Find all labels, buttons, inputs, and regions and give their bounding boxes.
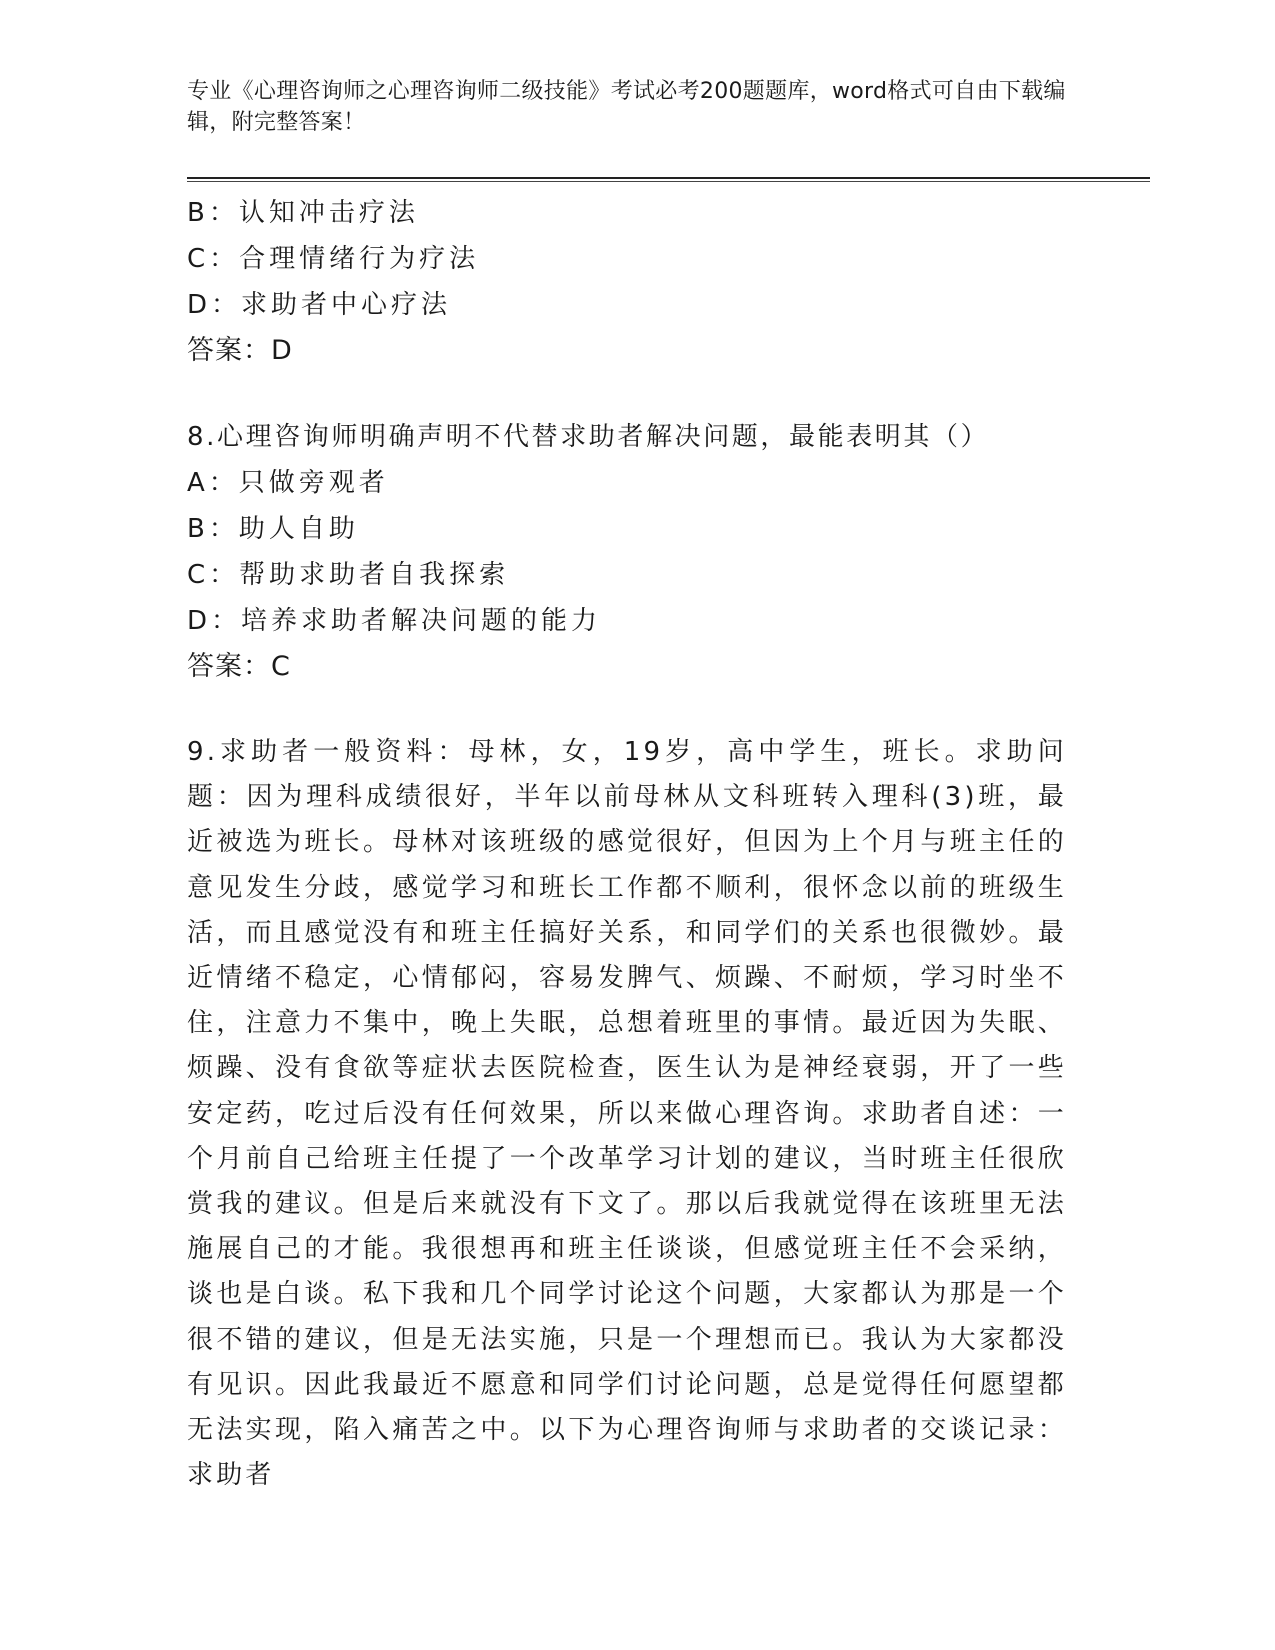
answer-line: 答案：D [187,335,293,366]
option-d: D：求助者中心疗法 [187,290,452,320]
document-body [187,190,1077,1498]
option-b: B：助人自助 [187,514,359,544]
question-8 [187,414,1077,690]
option-c: C：帮助求助者自我探索 [187,560,510,590]
option-c: C：合理情绪行为疗法 [187,244,480,274]
document-header: 专业《心理咨询师之心理咨询师二级技能》考试必考200题题库，word格式可自由下载编辑，附完整答案！ [187,79,1066,135]
header-divider-thin [187,181,1150,182]
option-d: D：培养求助者解决问题的能力 [187,606,602,636]
answer-line: 答案：C [187,651,291,682]
previous-question-tail [187,190,1077,374]
question-9-text: 9.求助者一般资料：母林，女，19岁，高中学生，班长。求助问题：因为理科成绩很好，半年以前母林从文科班转入理科(3)班，最近被选为班长。母林对该班级的感觉很好，但因为上个月与班主任的意见发生分歧，感觉学习和班长工作都不顺利，很怀念以前的班级生活，而且感觉没有和班主任搞好关系，和同学们的关系也很微妙。最近情绪不稳定，心情郁闷，容易发脾气、烦躁、不耐烦，学习时坐不住，注意力不集中，晚上失眠，总想着班里的事情。最近因为失眠、烦躁、没有食欲等症状去医院检查，医生认为是神经衰弱，开了一些安定药，吃过后没有任何效果，所以来做心理咨询。求助者自述：一个月前自己给班主任提了一个改革学习计划的建议，当时班主任很欣赏我的建议。但是后来就没有下文了。那以后我就觉得在该班里无法施展自己的才能。我很想再和班主任谈谈，但感觉班主任不会采纳，谈也是白谈。私下我和几个同学讨论这个问题，大家都认为那是一个很不错的建议，但是无法实施，只是一个理想而已。我认为大家都没有见识。因此我最近不愿意和同学们讨论问题，总是觉得任何愿望都无法实现，陷入痛苦之中。以下为心理咨询师与求助者的交谈记录：求助者 [187,737,1067,1491]
option-b: B：认知冲击疗法 [187,198,419,228]
question-stem: 8.心理咨询师明确声明不代替求助者解决问题，最能表明其（） [187,422,990,452]
header-divider [187,177,1150,179]
option-a: A：只做旁观者 [187,468,389,498]
